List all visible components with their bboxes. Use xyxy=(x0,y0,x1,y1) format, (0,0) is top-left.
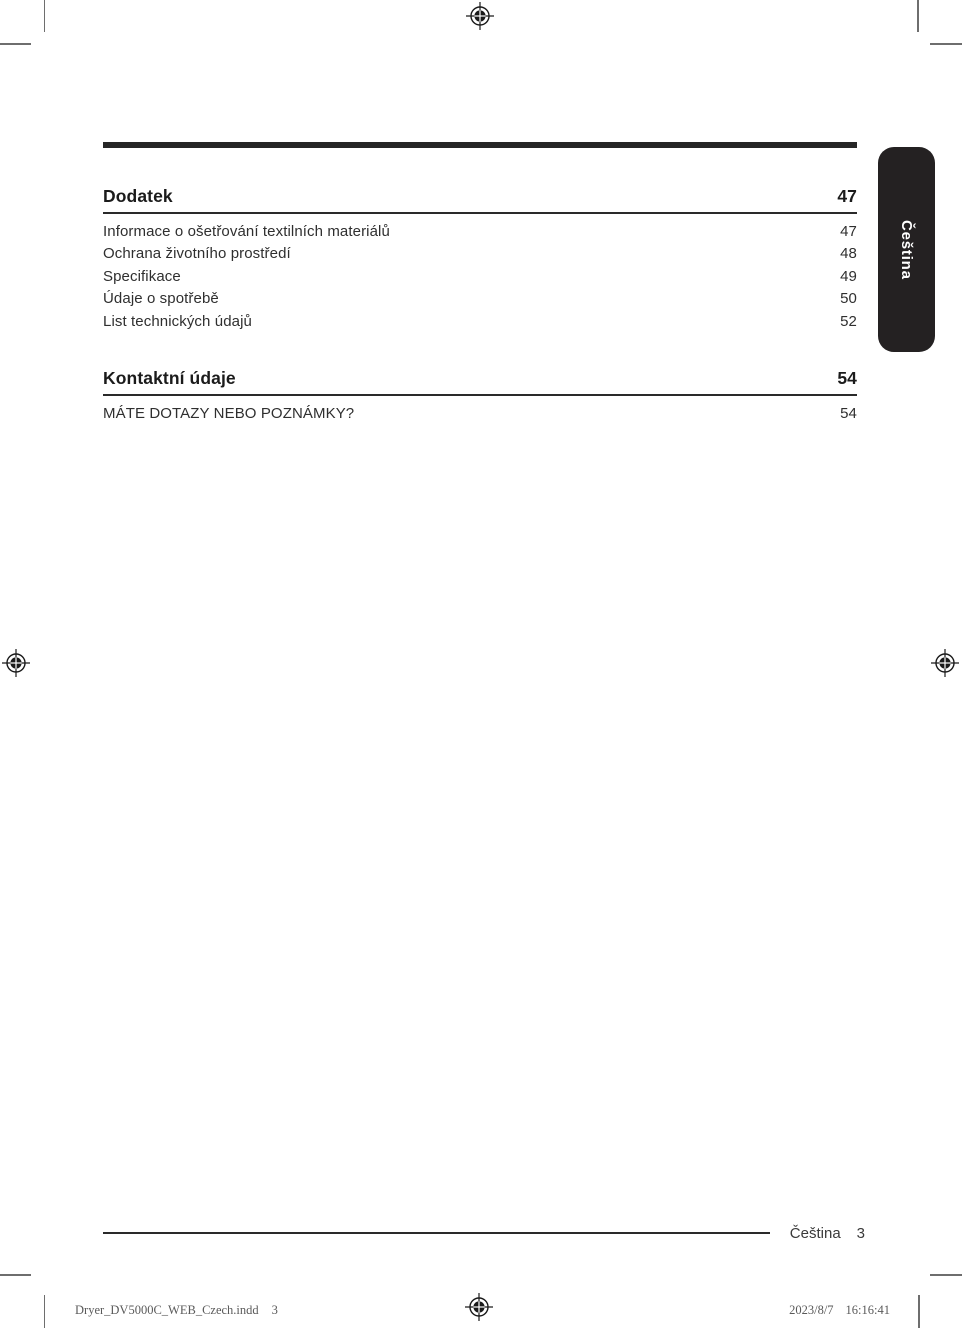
section-heading xyxy=(103,366,857,390)
slug-page-number: 3 xyxy=(271,1303,278,1317)
toc-item xyxy=(103,221,857,244)
toc-item-label: List technických údajů xyxy=(103,312,252,330)
registration-mark-icon xyxy=(1,648,31,678)
section-page-number: 47 xyxy=(837,186,857,206)
toc-item-label: MÁTE DOTAZY NEBO POZNÁMKY? xyxy=(103,404,355,422)
registration-mark-icon xyxy=(465,1,495,31)
section-underline xyxy=(103,394,857,396)
toc-item-page: 47 xyxy=(840,222,857,240)
toc-item-label: Ochrana životního prostředí xyxy=(103,245,291,262)
section-page-number: 54 xyxy=(837,368,857,388)
toc-item-label: Informace o ošetřování textilních materiálů xyxy=(103,222,390,240)
crop-mark-top-right-vertical xyxy=(917,0,919,32)
toc-item-page: 52 xyxy=(840,312,857,330)
section-title: Dodatek xyxy=(103,186,173,206)
crop-mark-top-left-horizontal xyxy=(0,43,31,45)
registration-mark-icon xyxy=(930,648,960,678)
toc-item-page: 48 xyxy=(840,245,857,262)
crop-mark-top-right-horizontal xyxy=(930,43,962,45)
toc-item-label: Údaje o spotřebě xyxy=(103,290,219,307)
language-tab xyxy=(878,147,935,352)
crop-mark-bottom-right-horizontal xyxy=(930,1274,962,1276)
crop-mark-bottom-left-horizontal xyxy=(0,1274,31,1276)
toc-section-dodatek xyxy=(103,184,857,333)
slug-filename: Dryer_DV5000C_WEB_Czech.indd xyxy=(75,1303,259,1317)
section-divider-rule xyxy=(103,142,857,148)
footer-rule xyxy=(103,1232,770,1234)
toc-item xyxy=(103,266,857,289)
crop-mark-top-left-vertical xyxy=(44,0,46,32)
toc-item xyxy=(103,403,857,426)
slug-datetime xyxy=(789,1303,890,1318)
page-footer xyxy=(103,1224,865,1242)
toc-item xyxy=(103,311,857,334)
toc-item-label: Specifikace xyxy=(103,267,181,285)
section-heading xyxy=(103,184,857,208)
footer-page-number: 3 xyxy=(856,1224,865,1242)
footer-language: Čeština xyxy=(789,1224,841,1242)
slug-time: 16:16:41 xyxy=(845,1303,890,1317)
slug-date: 2023/8/7 xyxy=(789,1303,834,1317)
crop-mark-bottom-left-vertical xyxy=(44,1295,46,1328)
toc-item-page: 50 xyxy=(840,290,857,307)
section-underline xyxy=(103,212,857,214)
toc-section-kontaktni-udaje xyxy=(103,366,857,425)
toc-item xyxy=(103,288,857,311)
toc-item-page: 49 xyxy=(840,267,857,285)
toc-items xyxy=(103,221,857,334)
registration-mark-icon xyxy=(464,1292,494,1322)
crop-mark-bottom-right-vertical xyxy=(918,1295,920,1328)
toc-items xyxy=(103,403,857,426)
slug-file-info xyxy=(75,1303,278,1318)
language-tab-label: Čeština xyxy=(898,219,915,280)
toc-content xyxy=(103,142,857,425)
section-title: Kontaktní údaje xyxy=(103,368,236,388)
toc-item-page: 54 xyxy=(840,404,857,422)
toc-item xyxy=(103,243,857,266)
